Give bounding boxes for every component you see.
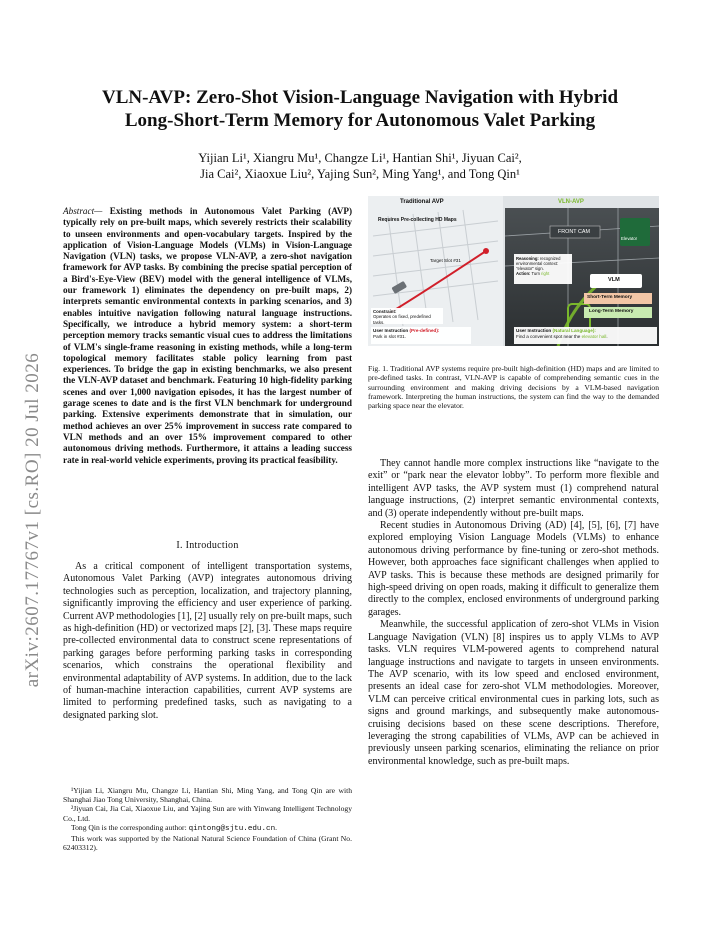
corresponding-email[interactable]: qintong@sjtu.edu.cn: [188, 824, 276, 833]
ui-right-text-b: elevator hall: [581, 334, 607, 339]
arxiv-identifier: arXiv:2607.17767v1 [cs.RO] 20 Jul 2026: [22, 352, 43, 688]
figure-label-traditional: Traditional AVP: [400, 199, 444, 205]
section-heading-introduction: I. Introduction: [176, 540, 239, 551]
arxiv-sidebar: [18, 330, 48, 710]
figure-reasoning: [516, 256, 571, 276]
footnote-affiliation-1: ¹Yijian Li, Xiangru Mu, Changze Li, Hantian Shi, Ming Yang, and Tong Qin are with Shanghai Jiao Tong University, Shanghai, China.: [63, 786, 352, 805]
footnote-funding: This work was supported by the National Natural Science Foundation of China (Grant No. 62403312).: [63, 834, 352, 853]
figure-vlm: VLM: [608, 277, 620, 283]
abstract-text: Existing methods in Autonomous Valet Parking (AVP) typically rely on pre-built maps, which severely restricts their scalability to unseen environments and open-vocabulary targets. Inspired by the application of Vision-Language Models (VLMs) in Vision-Language Navigation (VLN) tasks, we propose VLN-AVP, a zero-shot navigation framework for AVP tasks. By combining the precise spatial perception of a Bird's-Eye-View (BEV) model with the general intelligence of VLMs, our framework 1) eliminates the dependency on pre-built maps, 2) interprets semantic environmental contexts in parking scenarios, and 3) enables intuitive navigation following natural language instructions. Specifically, we introduce a hybrid memory system: a short-term perception memory tracks semantic visual cues to address the limitations of VLM's single-frame reasoning in existing methods, while a long-term topological memory facilitates stable policy learning from past experiences. To bridge the gap in existing benchmarks, we also present the VLN-AVP dataset and benchmark. Featuring 10 high-fidelity parking scenes and over 1,000 navigation episodes, it has the largest number of garage scenes to date and is the first VLN benchmark for underground parking. Extensive experiments demonstrate that in simulation, our method achieves an over 25% improvement in success rate compared to VLN methods and an over 15% improvement compared to other autonomous driving methods. Furthermore, it attains a leading success rate in real-world vehicle experiments, proving its practical feasibility.: [63, 206, 352, 465]
ui-left-text: Park in slot #31.: [373, 334, 406, 339]
authors-line-1: Yijian Li¹, Xiangru Mu¹, Changze Li¹, Hantian Shi¹, Jiyuan Cai²,: [198, 151, 522, 165]
figure-constraint: [373, 309, 443, 325]
figure-long-term: Long-Term Memory: [589, 309, 634, 314]
paper-title: [70, 86, 650, 132]
right-paragraph-2: Recent studies in Autonomous Driving (AD) [4], [5], [6], [7] have explored employing Vision Language Models (VLMs) to enhance autonomous driving performance by fine-tuning or zero-shot methods. However, both approaches face significant challenges when applied to AVP tasks. This is because these methods are designed primarily for high-speed driving on open roads, making it difficult to generalize them directly to the complex, enclosed environments of underground parking garages.: [368, 520, 659, 618]
corresponding-prefix: Tong Qin is the corresponding author:: [71, 822, 189, 832]
ui-left-tag: (Pre-defined):: [409, 328, 440, 333]
corresponding-suffix: .: [275, 822, 278, 832]
reasoning-label: Reasoning:: [516, 256, 539, 261]
abstract: [63, 206, 352, 466]
abstract-label: Abstract—: [63, 206, 103, 216]
figure-target-slot: Target Slot #31: [430, 258, 461, 263]
figure-requires-hd: Requires Pre-collecting HD Maps: [378, 217, 457, 223]
elevator-sign-icon: [620, 218, 650, 246]
ui-right-text-c: .: [606, 334, 608, 339]
intro-paragraph: As a critical component of intelligent transportation systems, Autonomous Valet Parking (AVP) integrates autonomous driving technologies such as perception, localization, and trajectory planning, significantly improving the efficiency and user experience of parking. Current AVP methodologies [1], [2] usually rely on pre-built maps, such as high-definition (HD) or vectorized maps [2], [3]. These maps require pre-collected environmental data to construct scene representations of parking garages before performing parking tasks in corresponding scenarios, which constrains the operational flexibility and environmental adaptability of AVP systems. In addition, due to the lack of human-machine interaction capabilities, current AVP systems are limited to performing predefined tasks, such as navigating to a designated parking slot.: [63, 561, 352, 721]
title-line-1: VLN-AVP: Zero-Shot Vision-Language Navigation with Hybrid: [101, 87, 619, 108]
ui-right-label: User Instruction: [516, 328, 553, 333]
target-slot-pin-icon: [483, 248, 489, 254]
title-line-2: Long-Short-Term Memory for Autonomous Valet Parking: [124, 110, 596, 131]
author-list: [70, 150, 650, 182]
ui-left-label: User Instruction: [373, 328, 410, 333]
figure-user-instruction-left: [373, 328, 471, 340]
right-column-text: [368, 458, 659, 768]
action-text: Turn: [530, 271, 542, 276]
action-label: Action:: [516, 271, 531, 276]
action-value: right: [541, 271, 550, 276]
introduction-text: [63, 561, 352, 722]
reasoning-text: recognized environmental context: "elevator" sign.: [516, 256, 561, 271]
footnote-affiliation-2: ²Jiyuan Cai, Jia Cai, Xiaoxue Liu, and Yajing Sun are with Yinwang Intelligent Technology Co., Ltd.: [63, 804, 352, 823]
figure-user-instruction-right: [516, 328, 657, 340]
right-paragraph-1: They cannot handle more complex instructions like “navigate to the exit” or “park near the elevator lobby”. To perform more flexible and intelligent AVP tasks, the AVP system must (1) comprehend natural language instructions, (2) interpret semantic environmental contexts, and (3) operate independently without pre-built maps.: [368, 458, 659, 519]
right-paragraph-3: Meanwhile, the successful application of zero-shot VLMs in Vision Language Navigation (VLN) [8] inspires us to apply VLMs to AVP tasks. VLN requires VLM-powered agents to comprehend natural language instructions and navigate to targets in unseen environments. The AVP scenario, with its low speed and enclosed environment, presents an ideal case for zero-shot VLM methodologies. Moreover, VLM can perceive critical environmental cues in parking lots, such as signs and ground markings, and subsequently make autonomous-cruising decisions based on these scene descriptions. Therefore, leveraging the strong capabilities of VLMs, AVP can be achieved in previously unseen parking scenarios, eliminating the reliance on prior environmental knowledge, such as pre-built maps.: [368, 619, 659, 767]
constraint-text: Operates on fixed, predefined tasks.: [373, 314, 431, 325]
figure-short-term: Short-Term Memory: [587, 295, 633, 300]
figure-front-cam: FRONT CAM: [558, 229, 590, 235]
figure-label-vlnavp: VLN-AVP: [558, 199, 584, 205]
ui-right-text-a: Find a convenient spot near the: [516, 334, 582, 339]
footnotes: [63, 786, 352, 852]
constraint-label: Constraint:: [373, 309, 397, 314]
figure-1: [368, 196, 659, 346]
ui-right-tag: (Natural Language):: [552, 328, 596, 333]
figure-1-caption: Fig. 1. Traditional AVP systems require pre-built high-definition (HD) maps and are limited to pre-defined tasks. In contrast, VLN-AVP is capable of comprehending semantic cues in the surrounding environment and making driving decisions by a VLM-based navigation framework. Interpreting the human instructions, the system can find the way to the demanded parking space near the elevator.: [368, 364, 659, 411]
footnote-corresponding: [63, 823, 352, 834]
figure-elevator: Elevator: [621, 236, 638, 241]
authors-line-2: Jia Cai², Xiaoxue Liu², Yajing Sun², Ming Yang¹, and Tong Qin¹: [200, 167, 520, 181]
